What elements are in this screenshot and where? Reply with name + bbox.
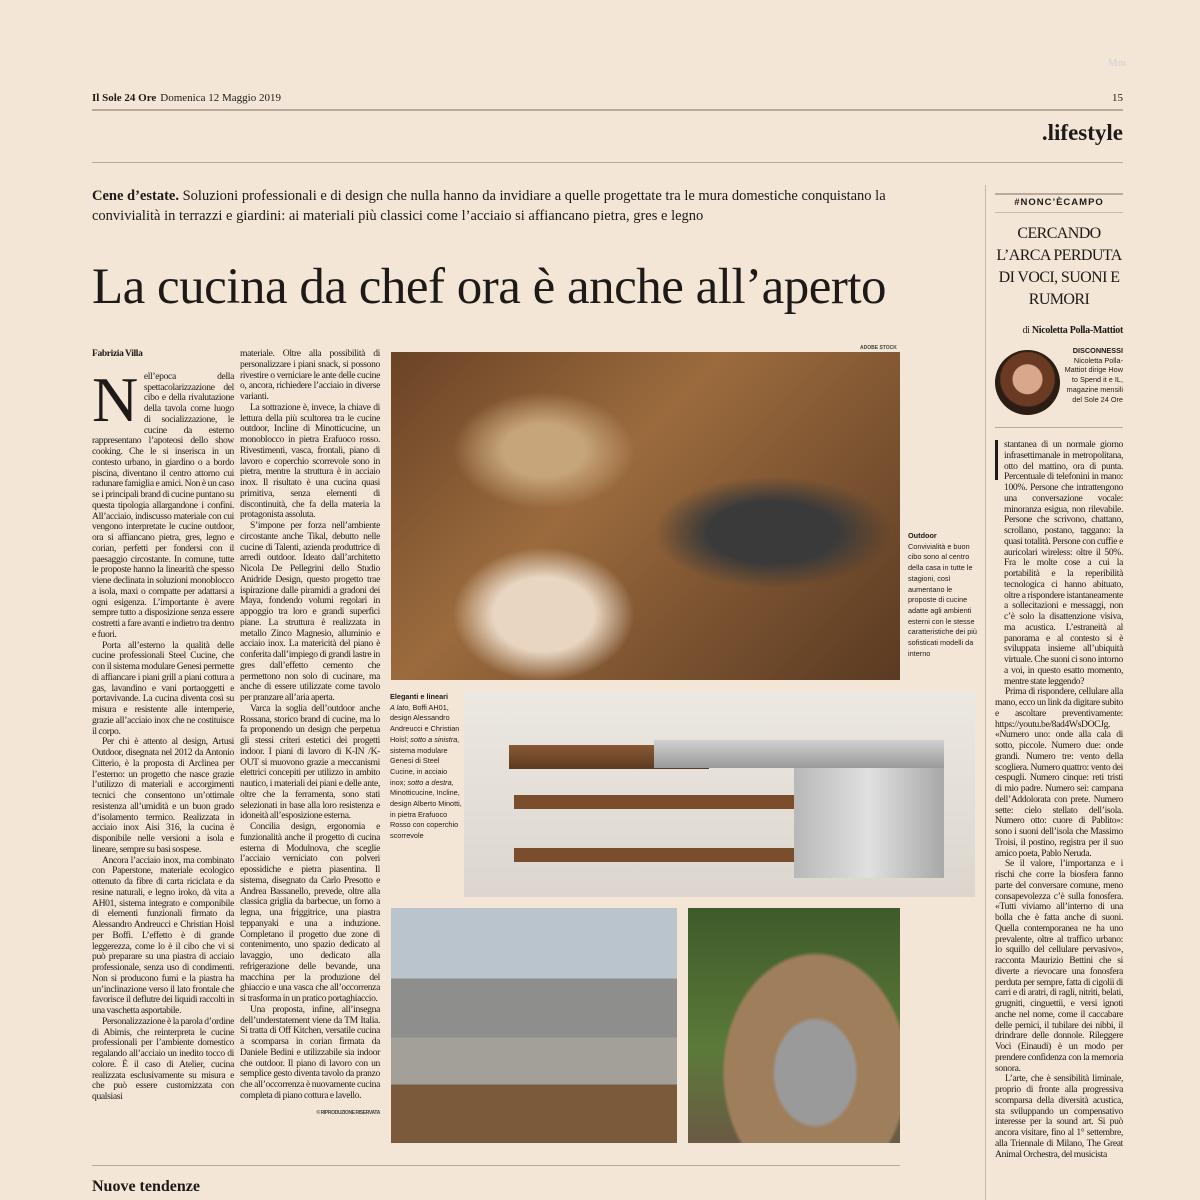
headline: La cucina da chef ora è anche all’aperto xyxy=(92,259,887,315)
caption-kitchens xyxy=(390,692,462,842)
caption-em: sotto a destra, xyxy=(407,777,454,787)
article-column-1 xyxy=(92,349,234,1103)
caption-em: sotto a sinistra, xyxy=(410,734,460,744)
paragraph: Porta all’esterno la qualità delle cucine professionali Steel Cucine, che con il sistema modulare Genesi permette di affiancare i piani grill a piani cottura a gas, lavandino e vani portaoggetti e portavivande. La cucina diventa così su misura e resistente alle intemperie, grazie all’acciaio inox che ne costituisce il corpo. xyxy=(92,639,234,737)
paragraph: materiale. Oltre alla possibilità di personalizzare i piani snack, si possono rivestire o verniciare le ante delle cucine o, ancora, richiedere l’acciaio in diverse varianti. xyxy=(240,348,380,402)
header-rule xyxy=(92,109,1123,111)
bio-title: DISCONNESSI xyxy=(1072,346,1123,355)
dropcap: N xyxy=(92,363,138,435)
issue-date: Domenica 12 Maggio 2019 xyxy=(160,92,281,104)
paragraph: Prima di rispondere, cellulare alla mano, ecco un link da digitare subito e ascoltare preventivamente: https://youtu.be/8ad4WsDOCJg. «Numero uno: onde alla cala di sotto, piccole. Numero due: onde grandi. Numero tre: vento della scogliera. Numero quattro: vento dei cespugli. Numero cinque: reti tristi di mio padre. Numero sei: campana dell’Addolorata con prete. Numero sette: cielo stellato dell’isola. Numero otto: cuore di Pablito»: sono i suoni dell’isola che Massimo Troisi, il postino, registra per il suo amico poeta, Pablo Neruda. xyxy=(995,686,1123,859)
steel-cucine-photo xyxy=(391,908,677,1143)
copyright: © RIPRODUZIONE RISERVATA xyxy=(316,1109,380,1116)
caption-text: Minotticucine, Incline, design Alberto Minotti, in pietra Erafuoco Rosso con coperchio scorrevole xyxy=(390,788,462,841)
caption-title: Eleganti e lineari xyxy=(390,692,448,701)
sidebar-rule xyxy=(995,427,1123,428)
next-article-kicker: Nuove tendenze xyxy=(92,1178,200,1195)
outdoor-table-photo xyxy=(391,352,900,680)
caption-text: Boffi AH01, design Alessandro Andreucci e Christian Hoisl; xyxy=(390,702,460,744)
article-column-2 xyxy=(240,349,380,1118)
paragraph: L’arte, che è sensibilità liminale, proprio di fronte alla progressiva scomparsa della diversità acustica, sta sviluppando un compensativo interesse per la sound art. Si può ancora visitare, fino al 1° settembre, alla Triennale di Milano, The Great Animal Orchestra, del musicista xyxy=(995,1073,1123,1160)
paragraph: Una proposta, infine, all’insegna dell’understatement viene da TM Italia. Si tratta di Off Kitchen, versatile cucina a scomparsa in corian firmata da Daniele Bedini e utilizzabile sia indoor che outdoor. Il piano di lavoro con un semplice gesto diventa tavolo da pranzo che all’occorrenza è nuovamente cucina completa di piano cottura e lavello. xyxy=(240,1003,380,1101)
column-divider xyxy=(985,185,986,1200)
caption-text: Convivialità e buon cibo sono al centro della casa in tutte le stagioni, così aumentano le proposte di cucine adatte agli ambienti esterni con le stesse caratteristiche dei più sofisticati modelli da interno xyxy=(908,541,977,658)
sidebar-column xyxy=(995,440,1123,1160)
sidebar-title: CERCANDO L’ARCA PERDUTA DI VOCI, SUONI E RUMORI xyxy=(996,225,1122,308)
paragraph: Varca la soglia dell’outdoor anche Rossana, storico brand di cucine, ma lo fa proponendo un design che perpetua gli stessi criteri estetici dei progetti indoor. I piani di lavoro di K-IN /K-OUT si muovono grazie a meccanismi elettrici concepiti per utilizzo in ambito nautico, i materiali dei piani e delle ante, oltre che la ferramenta, sono stati selezionati in base alla loro resistenza e idoneità all’esposizione esterna. xyxy=(240,702,380,822)
author-bio xyxy=(1062,346,1123,404)
sidebar-byline xyxy=(995,325,1123,336)
paragraph: Ancora l’acciaio inox, ma combinato con Paperstone, materiale ecologico ottenuto da fibre di carta riciclata e da resine naturali, e legno iroko, dà vita a AH01, sistema integrato e componibile di elementi funzionali firmato da Alessandro Andreucci e Christian Hoisl per Boffi. L’effetto è di grande leggerezza, come lo è il cibo che vi si può preparare su una piastra di acciaio professionale, senza uso di condimenti. Non si producono fumi e la piastra ha un’inclinazione verso il lato frontale che favorisce il deflutre dei liquidi raccolti in una vaschetta asportabile. xyxy=(92,854,234,1016)
standfirst-lead: Cene d’estate. xyxy=(92,188,179,204)
caption-title: Outdoor xyxy=(908,531,937,540)
paragraph: La sottrazione è, invece, la chiave di lettura della più scultorea tra le cucine outdoor, Incline di Minotticucine, un monoblocco in pietra Erafuoco rosso. Rivestimenti, vasca, frontali, piano di lavoro e coperchio scorrevole sono in pietra, mentre la struttura è in acciaio inox. Il risultato è una cucina quasi primitiva, senza elementi di discontinuità, che fa della materia la protagonista assoluta. xyxy=(240,401,380,521)
paragraph: S’impone per forza nell’ambiente circostante anche Tikal, debutto nelle cucine di Talenti, azienda produttrice di arredi outdoor. Ideato dall’architetto Nicola De Pellegrini dello Studio Anidride Design, questo progetto trae ispirazione dalle piramidi a gradoni dei Maya, fondendo volumi regolari in appoggio tra loro e grandi superfici piane. La struttura è realizzata in metallo Zinco Magnesio, alluminio e acciaio inox. La matericità del piano è conferita dall’impiego di grandi lastre in gres dall’effetto cemento che permettono non solo di cucinare, ma anche di essere utilizzate come tavolo per pranzare all’aria aperta. xyxy=(240,520,380,703)
bio-text: Nicoletta Polla-Mattiot dirige How to Spend it e IL, magazine mensili del Sole 24 Ore xyxy=(1064,355,1123,404)
paragraph: ell’epoca della spettacolarizzazione del cibo e della rivalutazione della tavola come luogo di socializzazione, le cucine da esterno rappresentano l’apoteosi dello show cooking. Che le si inserisca in un contesto urbano, in giardino o a bordo piscina, diventano il centro attorno cui radunare famiglia e amici. Non è un caso se i principali brand di cucine puntano su questa tipologia allargandone i confini. All’acciaio, indiscusso materiale con cui vengono interpretate le cucine outdoor, ora si affiancano pietra, gres, legno e corian, perfetti per fondersi con il paesaggio circostante. In comune, tutte le proposte hanno la linearità che spesso viene declinata in soluzioni monoblocco a isola, maxi o compatte per adattarsi a ogni esigenza. L’importante è avere sempre tutto a disposizione senza essere costretti a fare avanti e indietro tra dentro e fuori. xyxy=(92,370,234,640)
byline-prefix: di xyxy=(1022,325,1032,336)
initial-bar xyxy=(995,440,998,480)
section-rule xyxy=(92,162,1123,163)
paragraph: Se il valore, l’importanza e i rischi che corre la biosfera fanno parte del conversare comune, meno consapevolezza c’è sulla fonosfera. «Tutti viviamo all’interno di una bolla che è fatta anche di suoni. Quella contemporanea ne ha uno prevalente, oltre al traffico urbano: lo squillo del cellulare pervasivo», racconta Maurizio Bettini che si diverte a rievocare una fonosfera perduta per sempre, fatta di cigolii di carri e di aratri, di ragli, nitriti, belati, grugniti, cinguettii, e versi ignoti anche nel nome, come il caccabare delle pernici, il tubilare dei nibbi, il drindrare delle donnole. Rileggere Voci (Einaudi) è un modo per prendere confidenza con la memoria sonora. xyxy=(995,858,1123,1074)
minotticucine-photo xyxy=(688,908,900,1143)
boffi-kitchen-photo xyxy=(464,690,975,897)
column-tag: #NONC’ÈCAMPO xyxy=(995,193,1123,213)
page-number: 15 xyxy=(1112,92,1123,104)
author-box xyxy=(995,346,1123,415)
caption-text: sistema modulare Genesi di Steel Cucine, in acciaio inox; xyxy=(390,745,448,787)
paragraph: Concilia design, ergonomia e funzionalità anche il progetto di cucina esterna di Modulnova, che sceglie l’acciaio verniciato con polveri epossidiche e pietra piasentina. Il sistema, disegnato da Carlo Presotto e Andrea Bassanello, prevede, oltre alla classica griglia da barbecue, un forno a legna, una friggitrice, una piastra teppanyaki e una a induzione. Completano il progetto due zone di contenimento, uno spazio dedicato al lavaggio, uno dedicato alla refrigerazione delle bevande, una macchina per la produzione del ghiaccio e una vasca che all’occorrenza si trasforma in un pratico portaghiaccio. xyxy=(240,821,380,1004)
caption-em: A lato, xyxy=(390,702,411,712)
standfirst xyxy=(92,186,892,226)
caption-outdoor xyxy=(908,531,980,659)
author-avatar xyxy=(995,350,1060,415)
section-title: .lifestyle xyxy=(1041,120,1123,145)
paper-name: Il Sole 24 Ore xyxy=(92,92,157,104)
byline-author: Nicoletta Polla-Mattiot xyxy=(1031,325,1123,336)
sidebar xyxy=(995,193,1123,1160)
standfirst-text: Soluzioni professionali e di design che nulla hanno da invidiare a quelle progettate tra le mura domestiche conquistano la convivialità in terrazzi e giardini: ai materiali più classici come l’acciaio si affiancano pietra, gres e legno xyxy=(92,188,886,224)
paragraph: Personalizzazione è la parola d’ordine di Abimis, che reinterpreta le cucine professionali per l’ambiente domestico regalando all’acciaio un inedito tocco di colore. È il caso di Atelier, cucina realizzata esclusivamente su misura e che può essere customizzata con qualsiasi xyxy=(92,1015,235,1102)
author: Fabrizia Villa xyxy=(92,349,143,359)
photo-credit: ADOBE STOCK xyxy=(860,345,897,351)
paragraph: stantanea di un normale giorno infrasettimanale in metropolitana, otto del mattino, ora di punta. Percentuale di telefonini in mano: 100%. Persone che intrattengono una conversazione vocale: minoranza esigua, non rilevabile. Persone che scrivono, chattano, scrollano, postano, taggano: la quasi totalità. Persone con cuffie e auricolari wireless: oltre il 50%. Fra le molte cose a cui la portabilità e la reperibilità tecnologica ci hanno abituato, oltre a rispondere istantaneamente a sollecitazioni e messaggi, non c’è solo la disattenzione visiva, ma acustica. L’estraneità al panorama e al contesto si è sviluppata insieme all’ubiquità virtuale. Che suoni ci sono intorno a voi, in questo esatto momento, mentre state leggendo? xyxy=(1004,439,1123,687)
paragraph: Per chi è attento al design, Artusi Outdoor, disegnata nel 2012 da Antonio Citterio, è la proposta di Arclinea per l’esterno: un progetto che nasce grazie l’utilizzo di materiali e accorgimenti tecnici che consentono un’ottimale resistenza all’umidità e un buon grado d’isolamento termico. Realizzata in acciaio inox Aisi 316, la cucina è disponibile nelle versioni a isola e lineare, sempre su basi sospese. xyxy=(92,736,234,855)
masthead xyxy=(92,92,281,104)
bottom-rule xyxy=(92,1165,900,1166)
watermark: Mm xyxy=(1108,58,1126,69)
